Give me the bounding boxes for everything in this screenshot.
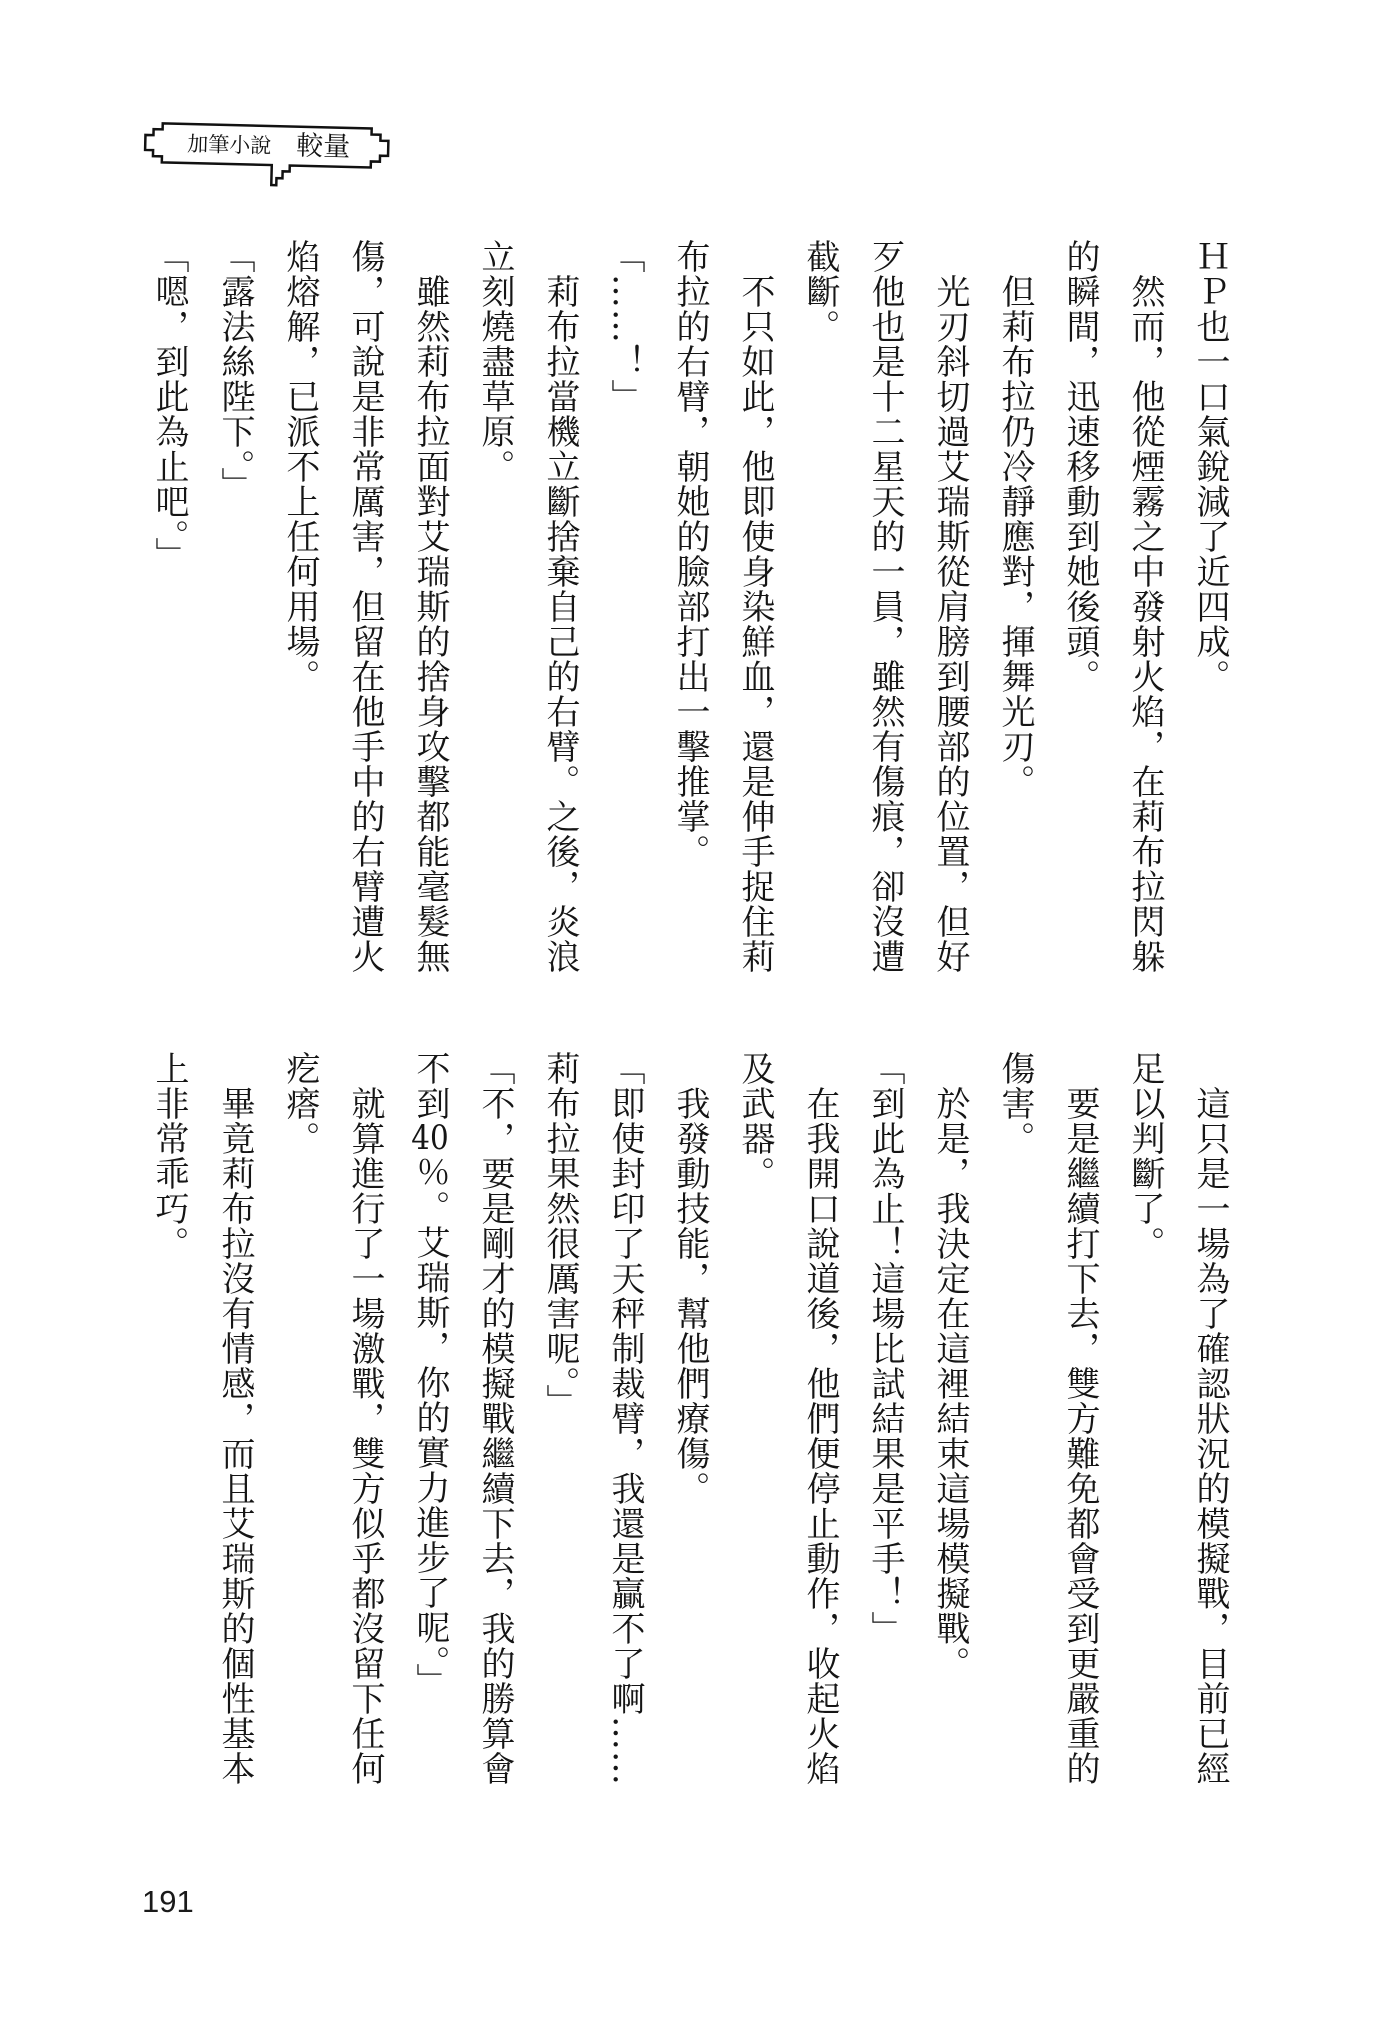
text-column: 的瞬間，迅速移動到她後頭。 (1060, 239, 1100, 694)
text-column: 上非常乖巧。 (149, 1051, 189, 1261)
text-column: 焰熔解，已派不上任何用場。 (280, 239, 320, 694)
text-column: 截斷。 (800, 239, 840, 344)
text-column: 莉布拉果然很厲害呢。」 (540, 1051, 580, 1419)
text-column: 光刃斜切過艾瑞斯從肩膀到腰部的位置，但好 (930, 274, 970, 974)
text-column: 在我開口說道後，他們便停止動作，收起火焰 (800, 1086, 840, 1786)
text-column: 「即使封印了天秤制裁臂，我還是贏不了啊…… (605, 1051, 645, 1786)
text-column: 「露法絲陛下。」 (215, 239, 255, 502)
text-column: 「不，要是剛才的模擬戰繼續下去，我的勝算會 (475, 1051, 515, 1786)
text-column: 「……！」 (605, 239, 645, 414)
text-column: 足以判斷了。 (1125, 1051, 1165, 1261)
text-column: 「到此為止！這場比試結果是平手！」 (865, 1051, 905, 1646)
text-column: 莉布拉當機立斷捨棄自己的右臂。之後，炎浪 (540, 274, 580, 974)
text-column: 畢竟莉布拉沒有情感，而且艾瑞斯的個性基本 (215, 1086, 255, 1786)
text-segment: 不到 (410, 1051, 450, 1121)
text-column: 於是，我決定在這裡結束這場模擬戰。 (930, 1086, 970, 1681)
text-column (410, 1051, 450, 1698)
text-column: ＨＰ也一口氣銳減了近四成。 (1190, 239, 1230, 694)
text-column: 歹他也是十二星天的一員，雖然有傷痕，卻沒遭 (865, 239, 905, 974)
text-column: 不只如此，他即使身染鮮血，還是伸手捉住莉 (735, 274, 775, 974)
text-column: 立刻燒盡草原。 (475, 239, 515, 484)
text-block-upper (0, 239, 1400, 984)
text-column: 然而，他從煙霧之中發射火焰，在莉布拉閃躲 (1125, 274, 1165, 974)
series-label: 加筆小說 (186, 131, 272, 159)
page-number: 191 (142, 1884, 194, 1919)
text-column: 「嗯，到此為止吧。」 (149, 239, 189, 572)
text-column: 就算進行了一場激戰，雙方似乎都沒留下任何 (345, 1086, 385, 1786)
text-segment: ％。艾瑞斯，你的實力進步了呢。」 (410, 1155, 450, 1698)
text-column: 這只是一場為了確認狀況的模擬戰，目前已經 (1190, 1086, 1230, 1786)
text-column: 我發動技能，幫他們療傷。 (670, 1086, 710, 1506)
text-column: 傷害。 (995, 1051, 1035, 1156)
chapter-header-bubble (139, 115, 401, 196)
chapter-title: 較量 (295, 130, 351, 163)
text-column: 雖然莉布拉面對艾瑞斯的捨身攻擊都能毫髮無 (410, 274, 450, 974)
text-column: 要是繼續打下去，雙方難免都會受到更嚴重的 (1060, 1086, 1100, 1786)
text-column: 布拉的右臂，朝她的臉部打出一擊推掌。 (670, 239, 710, 869)
text-column: 但莉布拉仍冷靜應對，揮舞光刃。 (995, 274, 1035, 799)
horizontal-in-vertical-number: 40 (411, 1121, 449, 1155)
text-column: 疙瘩。 (280, 1051, 320, 1156)
text-column: 傷，可說是非常厲害，但留在他手中的右臂遭火 (345, 239, 385, 974)
text-block-lower (0, 1051, 1400, 1796)
text-column: 及武器。 (735, 1051, 775, 1191)
